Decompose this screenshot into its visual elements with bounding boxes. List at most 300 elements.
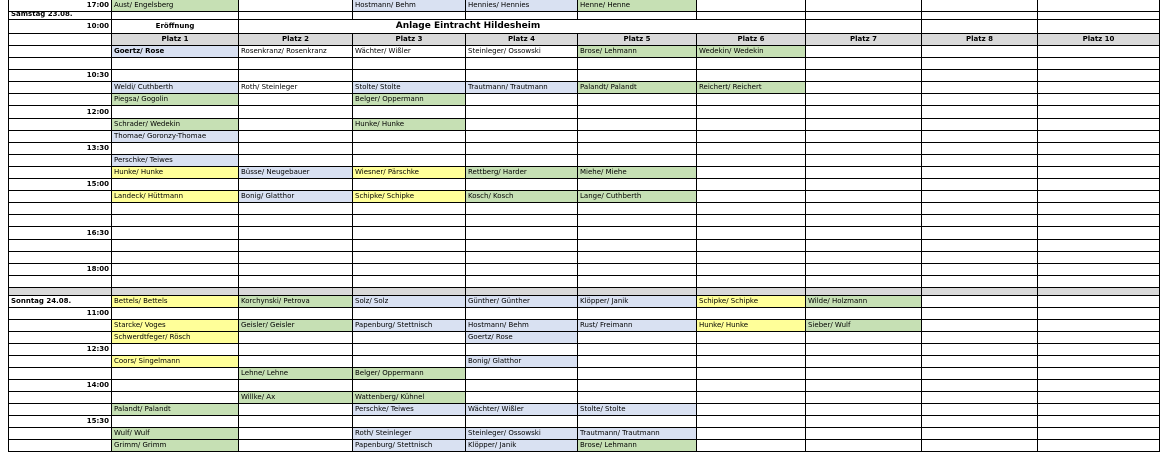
match-cell: Miehe/ Miehe <box>578 167 697 179</box>
empty-cell <box>697 428 806 440</box>
match-cell: Günther/ Günther <box>466 296 578 308</box>
empty-cell <box>922 264 1038 276</box>
empty-cell <box>1038 276 1160 288</box>
empty-cell <box>697 0 806 12</box>
empty-cell <box>578 94 697 106</box>
empty-cell <box>922 58 1038 70</box>
empty-cell <box>922 179 1038 191</box>
empty-cell <box>697 380 806 392</box>
match-cell: Stolte/ Stolte <box>353 82 466 94</box>
empty-cell <box>239 215 353 227</box>
match-cell: Landeck/ Hüttmann <box>112 191 239 203</box>
empty-cell <box>1038 203 1160 215</box>
empty-cell <box>922 82 1038 94</box>
match-cell: Perschke/ Teiwes <box>112 155 239 167</box>
empty-cell <box>1038 106 1160 119</box>
time-cell <box>8 320 112 332</box>
time-cell <box>8 276 112 288</box>
empty-cell <box>578 155 697 167</box>
column-header-platz: Platz 5 <box>578 34 697 46</box>
match-cell: Bonig/ Glatthor <box>239 191 353 203</box>
empty-cell <box>806 227 922 240</box>
time-cell <box>8 215 112 227</box>
match-cell: Wulf/ Wulf <box>112 428 239 440</box>
empty-cell <box>1038 332 1160 344</box>
time-label: 14:00 <box>8 380 112 392</box>
empty-cell <box>1038 356 1160 368</box>
empty-cell <box>239 240 353 252</box>
empty-cell <box>578 276 697 288</box>
match-cell: Belger/ Oppermann <box>353 368 466 380</box>
empty-cell <box>239 252 353 264</box>
separator-cell <box>466 288 578 296</box>
empty-cell <box>1038 167 1160 179</box>
empty-cell <box>112 308 239 320</box>
table-row <box>0 380 1160 392</box>
empty-cell <box>697 308 806 320</box>
table-row <box>0 240 1160 252</box>
empty-cell <box>239 58 353 70</box>
empty-cell <box>578 344 697 356</box>
empty-cell <box>697 167 806 179</box>
empty-cell <box>239 227 353 240</box>
table-row <box>0 155 1160 167</box>
empty-cell <box>922 131 1038 143</box>
empty-cell <box>806 0 922 12</box>
table-row <box>0 416 1160 428</box>
day-label: Samstag 23.08. <box>8 9 112 20</box>
empty-cell <box>922 46 1038 58</box>
empty-cell <box>353 155 466 167</box>
empty-cell <box>806 203 922 215</box>
match-cell: Wedekin/ Wedekin <box>697 46 806 58</box>
empty-cell <box>1038 82 1160 94</box>
time-label: 15:00 <box>8 179 112 191</box>
empty-cell <box>353 215 466 227</box>
empty-cell <box>697 106 806 119</box>
time-label: 13:30 <box>8 143 112 155</box>
column-header-platz: Platz 10 <box>1038 34 1160 46</box>
empty-cell <box>239 380 353 392</box>
table-row <box>0 368 1160 380</box>
match-cell: Schwerdtfeger/ Rösch <box>112 332 239 344</box>
time-cell <box>8 58 112 70</box>
empty-cell <box>1038 404 1160 416</box>
time-label: 10:30 <box>8 70 112 82</box>
empty-cell <box>466 215 578 227</box>
table-cell <box>922 20 1038 34</box>
column-header-platz: Platz 3 <box>353 34 466 46</box>
empty-cell <box>697 203 806 215</box>
match-cell: Bettels/ Bettels <box>112 296 239 308</box>
empty-cell <box>697 191 806 203</box>
match-cell: Wattenberg/ Kühnel <box>353 392 466 404</box>
empty-cell <box>466 179 578 191</box>
empty-cell <box>806 131 922 143</box>
match-cell: Klöpper/ Janik <box>466 440 578 452</box>
empty-cell <box>578 106 697 119</box>
empty-cell <box>1038 155 1160 167</box>
empty-cell <box>239 404 353 416</box>
empty-cell <box>1038 308 1160 320</box>
match-cell: Rettberg/ Harder <box>466 167 578 179</box>
empty-cell <box>353 264 466 276</box>
time-cell <box>8 440 112 452</box>
empty-cell <box>806 332 922 344</box>
separator-cell <box>922 288 1038 296</box>
empty-cell <box>922 276 1038 288</box>
empty-cell <box>697 440 806 452</box>
empty-cell <box>239 94 353 106</box>
table-row <box>0 191 1160 203</box>
empty-cell <box>697 215 806 227</box>
match-cell: Wiesner/ Pärschke <box>353 167 466 179</box>
table-row <box>0 179 1160 191</box>
empty-cell <box>697 416 806 428</box>
empty-cell <box>578 416 697 428</box>
match-cell: Grimm/ Grimm <box>112 440 239 452</box>
table-row <box>0 58 1160 70</box>
empty-cell <box>578 252 697 264</box>
empty-cell <box>1038 131 1160 143</box>
time-cell <box>8 428 112 440</box>
empty-cell <box>578 368 697 380</box>
empty-cell <box>697 264 806 276</box>
empty-cell <box>239 308 353 320</box>
empty-cell <box>922 203 1038 215</box>
empty-cell <box>466 368 578 380</box>
empty-cell <box>922 155 1038 167</box>
match-cell: Palandt/ Palandt <box>578 82 697 94</box>
empty-cell <box>806 428 922 440</box>
match-cell: Wächter/ Wißler <box>466 404 578 416</box>
match-cell: Papenburg/ Stettnisch <box>353 440 466 452</box>
column-header-platz: Platz 6 <box>697 34 806 46</box>
empty-cell <box>1038 368 1160 380</box>
empty-cell <box>353 58 466 70</box>
empty-cell <box>466 252 578 264</box>
separator-cell <box>353 288 466 296</box>
empty-cell <box>112 215 239 227</box>
empty-cell <box>1038 58 1160 70</box>
empty-cell <box>1038 46 1160 58</box>
empty-cell <box>353 240 466 252</box>
match-cell: Reichert/ Reichert <box>697 82 806 94</box>
eroeffnung-label: Eröffnung <box>112 20 239 34</box>
empty-cell <box>697 119 806 131</box>
empty-cell <box>922 404 1038 416</box>
empty-cell <box>466 276 578 288</box>
empty-cell <box>353 179 466 191</box>
match-cell: Büsse/ Neugebauer <box>239 167 353 179</box>
time-label: 12:30 <box>8 344 112 356</box>
empty-cell <box>353 380 466 392</box>
table-row <box>0 288 1160 296</box>
empty-cell <box>697 368 806 380</box>
empty-cell <box>112 58 239 70</box>
empty-cell <box>112 70 239 82</box>
empty-cell <box>1038 94 1160 106</box>
match-cell: Piegsa/ Gogolin <box>112 94 239 106</box>
empty-cell <box>578 380 697 392</box>
empty-cell <box>112 240 239 252</box>
match-cell: Steinleger/ Ossowski <box>466 46 578 58</box>
time-cell <box>8 240 112 252</box>
match-cell: Brose/ Lehmann <box>578 440 697 452</box>
table-row <box>0 70 1160 82</box>
time-cell <box>8 368 112 380</box>
time-cell <box>8 82 112 94</box>
match-cell: Rust/ Freimann <box>578 320 697 332</box>
match-cell: Goertz/ Rose <box>112 46 239 58</box>
empty-cell <box>239 0 353 12</box>
match-cell: Steinleger/ Ossowski <box>466 428 578 440</box>
empty-cell <box>1038 296 1160 308</box>
empty-cell <box>112 368 239 380</box>
empty-cell <box>1038 240 1160 252</box>
match-cell: Hennies/ Hennies <box>466 0 578 12</box>
empty-cell <box>922 143 1038 155</box>
empty-cell <box>239 106 353 119</box>
empty-cell <box>578 58 697 70</box>
table-row <box>0 143 1160 155</box>
time-cell <box>8 191 112 203</box>
empty-cell <box>697 344 806 356</box>
table-row <box>0 276 1160 288</box>
table-row <box>0 344 1160 356</box>
empty-cell <box>806 440 922 452</box>
empty-cell <box>578 179 697 191</box>
match-cell: Perschke/ Teiwes <box>353 404 466 416</box>
empty-cell <box>697 404 806 416</box>
empty-cell <box>239 119 353 131</box>
time-cell <box>8 392 112 404</box>
empty-cell <box>353 356 466 368</box>
empty-cell <box>806 106 922 119</box>
empty-cell <box>922 356 1038 368</box>
empty-cell <box>806 82 922 94</box>
empty-cell <box>1038 380 1160 392</box>
match-cell: Weldi/ Cuthberth <box>112 82 239 94</box>
header-blank-cell <box>8 34 112 46</box>
empty-cell <box>239 179 353 191</box>
match-cell: Korchynski/ Petrova <box>239 296 353 308</box>
empty-cell <box>697 332 806 344</box>
empty-cell <box>578 240 697 252</box>
time-cell <box>8 155 112 167</box>
empty-cell <box>697 94 806 106</box>
empty-cell <box>922 215 1038 227</box>
empty-cell <box>1038 179 1160 191</box>
empty-cell <box>922 227 1038 240</box>
match-cell: Solz/ Solz <box>353 296 466 308</box>
empty-cell <box>806 308 922 320</box>
empty-cell <box>578 356 697 368</box>
empty-cell <box>922 332 1038 344</box>
empty-cell <box>353 70 466 82</box>
empty-cell <box>806 404 922 416</box>
empty-cell <box>922 252 1038 264</box>
match-cell: Geisler/ Geisler <box>239 320 353 332</box>
empty-cell <box>1038 392 1160 404</box>
empty-cell <box>922 167 1038 179</box>
empty-cell <box>922 344 1038 356</box>
table-row <box>0 320 1160 332</box>
match-cell: Stolte/ Stolte <box>578 404 697 416</box>
empty-cell <box>1038 70 1160 82</box>
empty-cell <box>578 332 697 344</box>
match-cell: Henne/ Henne <box>578 0 697 12</box>
empty-cell <box>922 191 1038 203</box>
empty-cell <box>353 276 466 288</box>
empty-cell <box>922 428 1038 440</box>
empty-cell <box>922 94 1038 106</box>
empty-cell <box>697 227 806 240</box>
empty-cell <box>466 119 578 131</box>
match-cell: Klöpper/ Janik <box>578 296 697 308</box>
empty-cell <box>353 227 466 240</box>
match-cell: Roth/ Steinleger <box>239 82 353 94</box>
empty-cell <box>466 308 578 320</box>
empty-cell <box>466 70 578 82</box>
empty-cell <box>353 131 466 143</box>
empty-cell <box>806 368 922 380</box>
empty-cell <box>806 119 922 131</box>
table-row <box>0 428 1160 440</box>
match-cell: Lehne/ Lehne <box>239 368 353 380</box>
empty-cell <box>353 143 466 155</box>
empty-cell <box>466 58 578 70</box>
match-cell: Wächter/ Wißler <box>353 46 466 58</box>
empty-cell <box>239 428 353 440</box>
empty-cell <box>239 276 353 288</box>
match-cell: Willke/ Ax <box>239 392 353 404</box>
empty-cell <box>806 392 922 404</box>
match-cell: Hostmann/ Behm <box>353 0 466 12</box>
column-header-platz: Platz 2 <box>239 34 353 46</box>
empty-cell <box>112 203 239 215</box>
match-cell: Bonig/ Glatthor <box>466 356 578 368</box>
time-cell <box>8 332 112 344</box>
empty-cell <box>353 332 466 344</box>
match-cell: Schipke/ Schipke <box>353 191 466 203</box>
empty-cell <box>1038 0 1160 12</box>
empty-cell <box>112 143 239 155</box>
empty-cell <box>806 356 922 368</box>
match-cell: Wilde/ Holzmann <box>806 296 922 308</box>
table-row <box>0 119 1160 131</box>
empty-cell <box>466 416 578 428</box>
table-row <box>0 215 1160 227</box>
empty-cell <box>112 264 239 276</box>
empty-cell <box>806 46 922 58</box>
empty-cell <box>239 155 353 167</box>
empty-cell <box>697 252 806 264</box>
empty-cell <box>806 264 922 276</box>
empty-cell <box>578 131 697 143</box>
empty-cell <box>806 70 922 82</box>
empty-cell <box>353 416 466 428</box>
match-cell: Palandt/ Palandt <box>112 404 239 416</box>
empty-cell <box>806 380 922 392</box>
page-title: Anlage Eintracht Hildesheim <box>239 20 697 34</box>
table-row <box>0 106 1160 119</box>
empty-cell <box>239 440 353 452</box>
time-label: 11:00 <box>8 308 112 320</box>
match-cell: Schipke/ Schipke <box>697 296 806 308</box>
empty-cell <box>1038 191 1160 203</box>
time-cell <box>8 46 112 58</box>
column-header-platz: Platz 1 <box>112 34 239 46</box>
table-row <box>0 203 1160 215</box>
separator-cell <box>806 288 922 296</box>
empty-cell <box>806 58 922 70</box>
empty-cell <box>112 227 239 240</box>
table-row <box>0 46 1160 58</box>
table-row <box>0 404 1160 416</box>
time-cell <box>8 0 112 12</box>
empty-cell <box>922 440 1038 452</box>
empty-cell <box>353 203 466 215</box>
time-label: 10:00 <box>8 20 112 34</box>
empty-cell <box>239 332 353 344</box>
empty-cell <box>239 203 353 215</box>
time-cell <box>8 167 112 179</box>
match-cell: Hunke/ Hunke <box>697 320 806 332</box>
table-row <box>0 308 1160 320</box>
empty-cell <box>1038 227 1160 240</box>
empty-cell <box>466 203 578 215</box>
time-cell <box>8 94 112 106</box>
empty-cell <box>922 308 1038 320</box>
empty-cell <box>806 416 922 428</box>
match-cell: Starcke/ Voges <box>112 320 239 332</box>
empty-cell <box>806 167 922 179</box>
empty-cell <box>922 320 1038 332</box>
empty-cell <box>578 119 697 131</box>
match-cell: Hunke/ Hunke <box>112 167 239 179</box>
time-cell <box>8 203 112 215</box>
empty-cell <box>922 368 1038 380</box>
day-label: Sonntag 24.08. <box>8 296 112 308</box>
empty-cell <box>697 179 806 191</box>
time-label: 17:00 <box>8 0 112 12</box>
column-header-platz: Platz 4 <box>466 34 578 46</box>
empty-cell <box>1038 416 1160 428</box>
empty-cell <box>806 94 922 106</box>
empty-cell <box>697 143 806 155</box>
match-cell: Belger/ Oppermann <box>353 94 466 106</box>
empty-cell <box>353 344 466 356</box>
empty-cell <box>697 240 806 252</box>
empty-cell <box>922 119 1038 131</box>
empty-cell <box>466 155 578 167</box>
empty-cell <box>697 155 806 167</box>
empty-cell <box>806 155 922 167</box>
empty-cell <box>239 143 353 155</box>
match-cell: Coors/ Singelmann <box>112 356 239 368</box>
separator-cell <box>112 288 239 296</box>
match-cell: Lange/ Cuthberth <box>578 191 697 203</box>
empty-cell <box>922 296 1038 308</box>
empty-cell <box>806 252 922 264</box>
empty-cell <box>239 344 353 356</box>
empty-cell <box>697 131 806 143</box>
empty-cell <box>112 380 239 392</box>
empty-cell <box>697 276 806 288</box>
empty-cell <box>922 70 1038 82</box>
empty-cell <box>806 215 922 227</box>
